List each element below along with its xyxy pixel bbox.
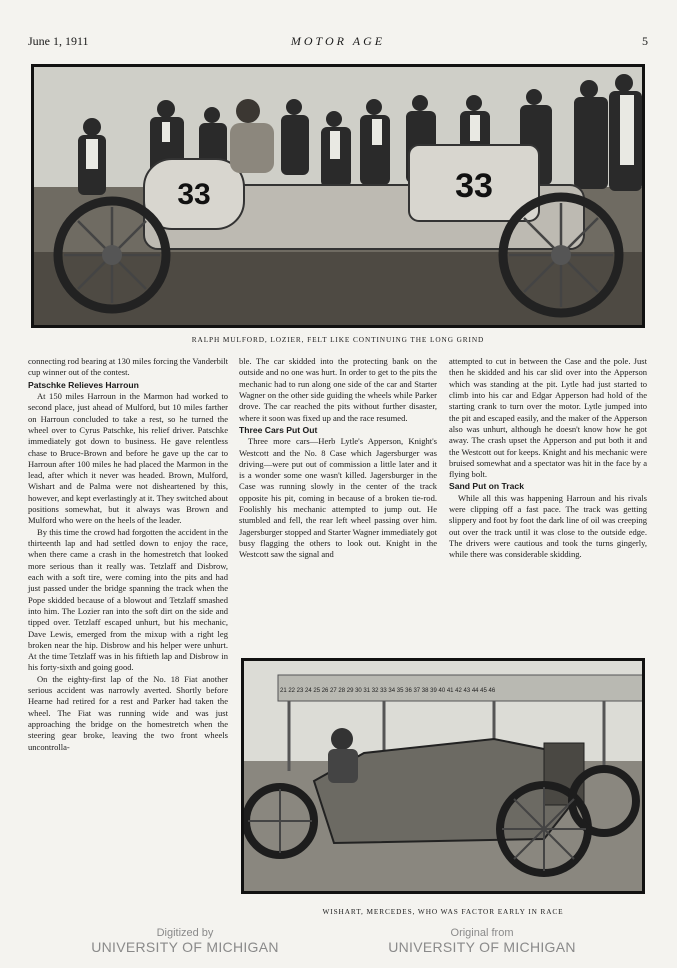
digitized-by-label: Digitized by (156, 927, 214, 939)
photo-wishart-mercedes (241, 658, 645, 894)
original-from-credit (387, 927, 577, 955)
paragraph: On the eighty-first lap of the No. 18 Fiat another serious accident was narrowly averted. Shortly before Hearne had retired for a rest and Parker had taken the wheel. The Fiat was running wide and was just approaching the bridge on the homestretch when the steering gear broke, leaving the two front wheels uncontrolla- (28, 673, 228, 752)
race-car-photo-drawing (34, 67, 642, 325)
paragraph: ble. The car skidded into the protecting bank on the outside and no one was hurt. In order to get to the pits the mechanic had to run along one side of the car and Starter Wagner on the other side guiding the wheels while Parker drove. The car reached the pits without further disaster, where it soon was fixed up and the race resumed. (239, 356, 437, 423)
paragraph: By this time the crowd had forgotten the accident in the thirteenth lap and had settled down to enjoy the race, when there came a crash in the homestretch that looked more serious than it really was. Tetzlaff and Disbrow, each with a soft tire, were coming into the pits and had just passed under the bridge spanning the track when the Pope skidded because of a blowout and Tetzlaff smashed into him. The Lozier ran into the soft dirt on the side and tipped over. Tetzlaff escaped unhurt, but his mechanic, Dave Lewis, emerged from the mixup with a right leg broken near the hip. Disbrow and his helper were unhurt. At the time Tetzlaff was in his fiftieth lap and Disbrow in his forty-sixth and going good. (28, 526, 228, 673)
car-number-right: 33 (455, 167, 493, 205)
car-number-left: 33 (177, 178, 211, 211)
photo-caption-2: WISHART, MERCEDES, WHO WAS FACTOR EARLY IN RACE (322, 907, 564, 916)
subheading-sand: Sand Put on Track (449, 481, 524, 492)
scoreboard-lap-numbers: 21 22 23 24 25 26 27 28 29 30 31 32 33 34 35 36 37 38 39 40 41 42 43 44 45 46 (280, 688, 496, 694)
running-head (28, 34, 648, 50)
paragraph: At 150 miles Harroun in the Marmon had worked to second place, just ahead of Mulford, but 10 miles farther on Harroun concluded to take a rest, so he turned the wheel over to Cyrus Patschke, his relief driver. Patschke immediately got down to business. He gave relentless chase to Bruce-Brown and before he gave up the car to Harroun after 100 miles he had placed the Marmon in the lead, after which it never was headed. Brown, Mulford, Wishart and de Palma were not disheartened by this, however, and kept everlastingly at it. They switched about positions somewhat, but it always was Brown and Mulford who were on the heels of the leader. (28, 390, 228, 526)
article-column-1 (28, 356, 228, 753)
mercedes-photo-drawing (244, 661, 642, 891)
paragraph: attempted to cut in between the Case and the pole. Just then he skidded and his car slid over into the Apperson which was standing at the pit. Lytle had just started to climb into his car and Edgar Apperson had hold of the starting crank to turn over the motor. Lytle jumped into the pit and escaped easily, and the maker of the Apperson also was unhurt, although he doesn't know how he got away. The crash upset the Apperson and put both it and the Westcott out for keeps. Knight and his mechanic were bruised somewhat and a spectator was hit in the face by a flying bolt. (449, 356, 647, 480)
article-column-3 (449, 356, 647, 561)
photo-mulford-lozier (31, 64, 645, 328)
original-from-institution: UNIVERSITY OF MICHIGAN (388, 939, 576, 955)
subheading-patschke: Patschke Relieves Harroun (28, 379, 139, 390)
paragraph: Three more cars—Herb Lytle's Apperson, Knight's Westcott and the No. 8 Case which Jagersburger was driving—were put out of commission a little later and it is a wonder some one wasn't killed. Jagersburger in the Case was running slowly in the center of the track opposite his pit, coming in because of a broken tie-rod. Foolishly his mechanic attempted to jump out. He stumbled and fell, the rear left wheel passing over him. Jagersburger stopped and Starter Wagner immediately got busy flagging the others to look out. Knight in the Westcott saw the signal and (239, 436, 437, 560)
magazine-title: MOTOR AGE (290, 34, 386, 48)
photo-caption-1: RALPH MULFORD, LOZIER, FELT LIKE CONTINUING THE LONG GRIND (191, 335, 485, 344)
paragraph: While all this was happening Harroun and his rivals were clipping off a fast pace. The track was getting slippery and foot by foot the dark line of oil was creeping out over the track until it was close to the outside edge. The drivers were cautious and took the turns gingerly, while there was considerable skidding. (449, 492, 647, 560)
issue-date: June 1, 1911 (28, 34, 89, 48)
paragraph: connecting rod bearing at 130 miles forcing the Vanderbilt cup winner out of the contest. (28, 356, 228, 378)
article-column-2 (239, 356, 437, 561)
digitized-by-institution: UNIVERSITY OF MICHIGAN (91, 939, 279, 955)
subheading-three-cars: Three Cars Put Out (239, 424, 318, 435)
page-number: 5 (642, 34, 648, 48)
digitized-by-credit (90, 927, 280, 955)
original-from-label: Original from (450, 927, 514, 939)
